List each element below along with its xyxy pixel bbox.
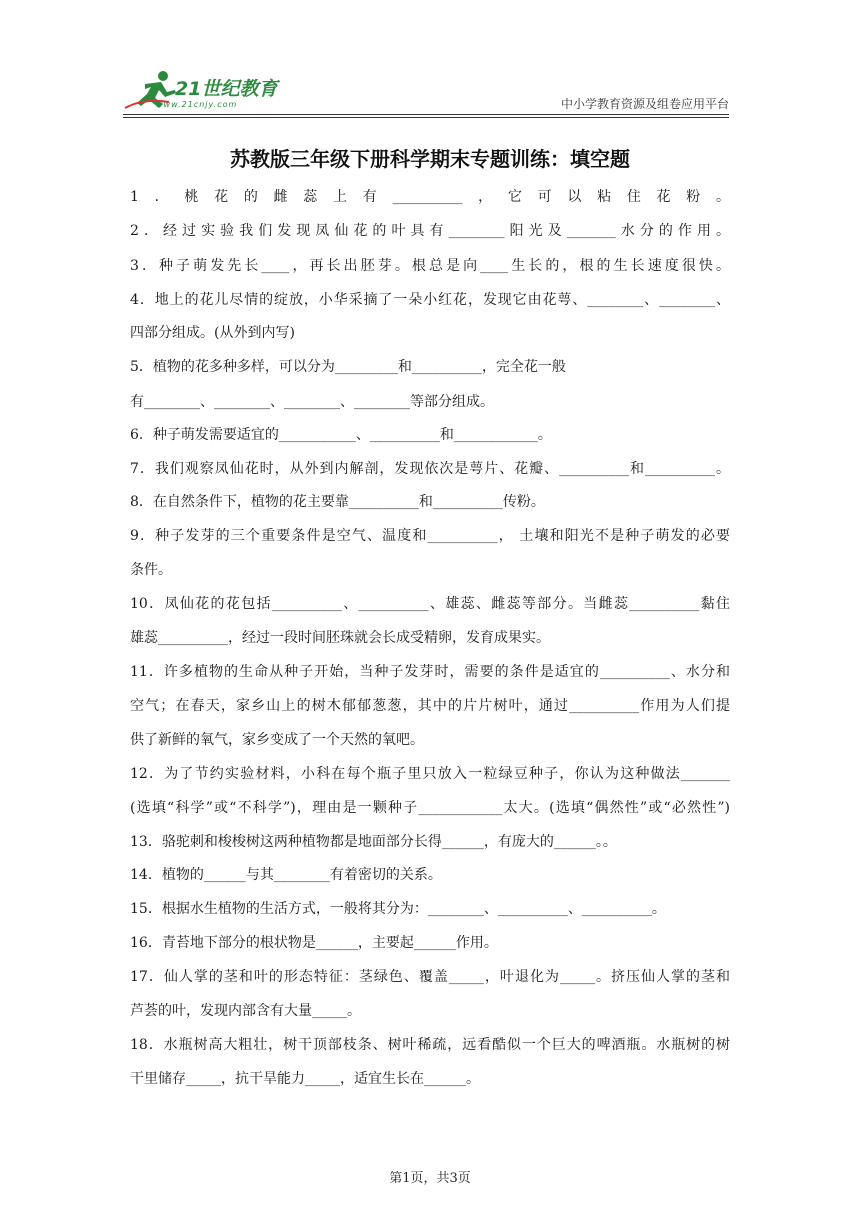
page-header (123, 66, 729, 116)
question-line: 13．骆驼刺和梭梭树这两种植物都是地面部分长得______，有庞大的______。。 (130, 834, 617, 850)
logo (123, 68, 293, 114)
question-line: 17．仙人掌的茎和叶的形态特征：茎绿色、覆盖_____，叶退化为_____。挤压仙人掌的茎和 (130, 969, 730, 985)
question-line: 5．植物的花多种多样，可以分为_________和__________，完全花一般 (130, 359, 566, 375)
question-line: 2．经过实验我们发现凤仙花的叶具有________阳光及_______水分的作用。 (130, 223, 730, 239)
document-title: 苏教版三年级下册科学期末专题训练：填空题 (230, 147, 630, 171)
logo-text: 21世纪教育 (175, 78, 278, 100)
header-rule-thin (123, 117, 729, 118)
question-line: 7．我们观察凤仙花时，从外到内解剖，发现依次是萼片、花瓣、__________和__________。 (130, 461, 730, 477)
question-line: 9．种子发芽的三个重要条件是空气、温度和__________， 土壤和阳光不是种子萌发的必要 (130, 528, 730, 544)
question-line: 14．植物的______与其________有着密切的关系。 (130, 867, 442, 883)
question-line: 雄蕊__________，经过一段时间胚珠就会长成受精卵，发育成果实。 (130, 630, 550, 646)
question-line: 干里储存_____，抗干旱能力_____，适宜生长在______。 (130, 1071, 480, 1087)
question-line: 4．地上的花儿尽情的绽放，小华采摘了一朵小红花，发现它由花萼、________、________、 (130, 292, 730, 308)
header-rule (123, 114, 729, 115)
question-line: (选填“科学”或“不科学”)，理由是一颗种子____________太大。(选填“偶然性”或“必然性”) (130, 800, 730, 816)
question-line: 条件。 (130, 562, 172, 578)
question-line: 芦荟的叶，发现内部含有大量_____。 (130, 1003, 361, 1019)
question-line: 1．桃花的雌蕊上有__________，它可以粘住花粉。 (130, 189, 730, 205)
question-line: 6．种子萌发需要适宜的___________、__________和____________。 (130, 427, 552, 443)
page-number: 第1页，共3页 (389, 1171, 471, 1186)
question-line: 有________、________、________、________等部分组成。 (130, 394, 494, 410)
question-line: 16．青苔地下部分的根状物是______，主要起______作用。 (130, 935, 498, 951)
question-line: 18．水瓶树高大粗壮，树干顶部枝条、树叶稀疏，远看酷似一个巨大的啤酒瓶。水瓶树的树 (130, 1037, 730, 1053)
question-line: 12．为了节约实验材料，小科在每个瓶子里只放入一粒绿豆种子，你认为这种做法_______ (130, 766, 730, 782)
question-line: 15．根据水生植物的生活方式，一般将其分为：________、__________、__________。 (130, 901, 666, 917)
question-line: 8．在自然条件下，植物的花主要靠__________和__________传粉。 (130, 494, 545, 510)
question-line: 四部分组成。(从外到内写) (130, 325, 295, 341)
question-line: 空气；在春天，家乡山上的树木郁郁葱葱，其中的片片树叶，通过__________作用为人们提 (130, 698, 730, 714)
platform-name: 中小学教育资源及组卷应用平台 (560, 97, 729, 111)
question-line: 10．凤仙花的花包括__________、__________、雄蕊、雌蕊等部分。当雌蕊__________黏住 (130, 596, 730, 612)
question-line: 3．种子萌发先长____，再长出胚芽。根总是向____生长的，根的生长速度很快。 (130, 258, 730, 274)
logo-url: www.21cnjy.com (156, 100, 238, 109)
question-line: 供了新鲜的氧气，家乡变成了一个天然的氧吧。 (130, 732, 424, 748)
question-line: 11．许多植物的生命从种子开始，当种子发芽时，需要的条件是适宜的__________、水分和 (130, 664, 730, 680)
